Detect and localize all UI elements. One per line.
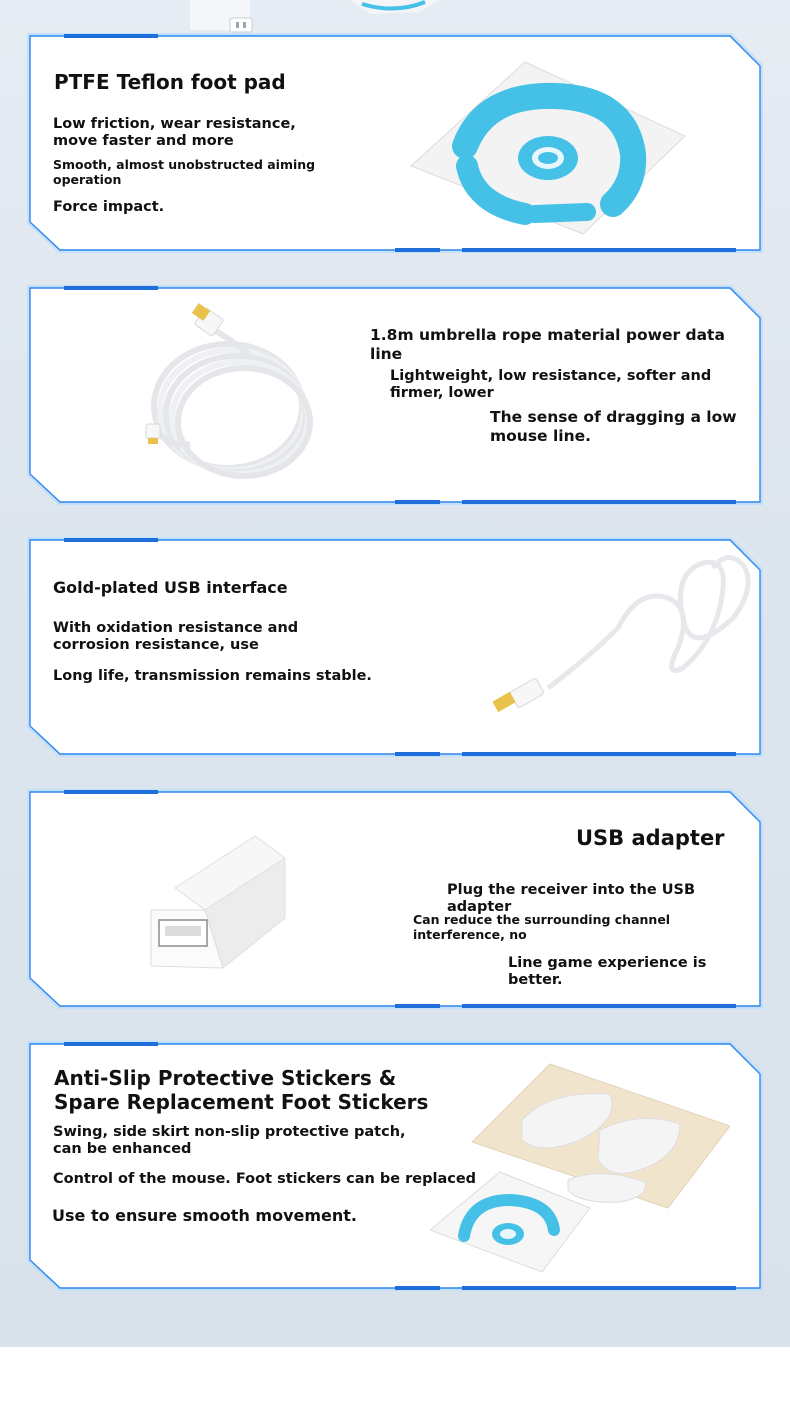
card-text-2: Smooth, almost unobstructed aiming operation <box>53 157 316 187</box>
card-text-2: The sense of dragging a low mouse line. <box>490 408 737 445</box>
card-title: PTFE Teflon foot pad <box>54 70 286 94</box>
card-text-1: With oxidation resistance and corrosion resistance, use <box>53 620 299 654</box>
top-cropped-product-strip <box>0 0 790 38</box>
usb-adapter-image <box>145 828 305 978</box>
card-title: Anti-Slip Protective Stickers & Spare Replacement Foot Stickers <box>54 1066 429 1114</box>
teflon-foot-pad-image <box>405 54 695 244</box>
page-footer-blank <box>0 1347 790 1421</box>
card-text-1: Lightweight, low resistance, softer and firmer, lower <box>390 368 712 402</box>
usb-plug-image <box>478 548 758 728</box>
feature-card-stickers <box>30 1044 760 1294</box>
coiled-cable-image <box>110 298 330 498</box>
feature-card-cable <box>30 288 760 504</box>
feature-card-usb-interface <box>30 540 760 756</box>
card-text-3: Line game experience is better. <box>508 955 707 989</box>
card-text-3: Use to ensure smooth movement. <box>52 1206 357 1225</box>
card-text-2: Long life, transmission remains stable. <box>53 668 372 684</box>
card-text-1: Low friction, wear resistance, move faster and more <box>53 116 296 150</box>
card-text-3: Force impact. <box>53 199 165 215</box>
card-text-2: Control of the mouse. Foot stickers can be replaced <box>53 1171 477 1187</box>
card-text-2: Can reduce the surrounding channel interference, no <box>413 912 671 942</box>
feature-card-teflon-pad <box>30 36 760 252</box>
card-title: 1.8m umbrella rope material power data line <box>370 326 725 363</box>
card-text-1: Plug the receiver into the USB adapter <box>447 882 695 916</box>
stickers-image <box>430 1060 730 1275</box>
feature-card-usb-adapter <box>30 792 760 1008</box>
card-title: Gold-plated USB interface <box>53 578 288 597</box>
card-title: USB adapter <box>576 826 725 850</box>
card-text-1: Swing, side skirt non-slip protective patch, can be enhanced <box>53 1124 406 1158</box>
